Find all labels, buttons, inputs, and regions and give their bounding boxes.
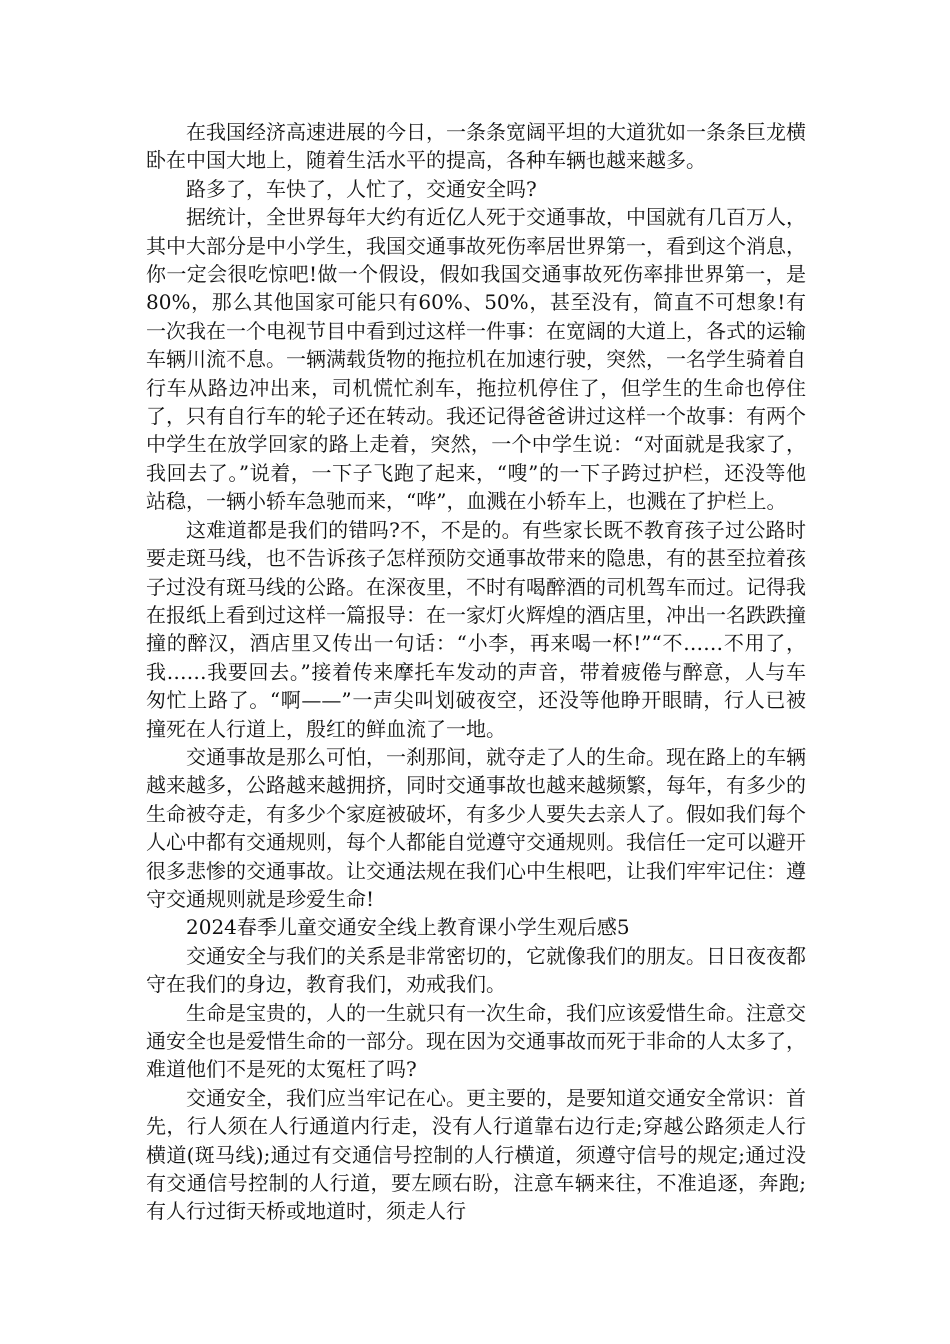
paragraph: 在我国经济高速进展的今日，一条条宽阔平坦的大道犹如一条条巨龙横卧在中国大地上，随着生活水平的提高，各种车辆也越来越多。 (146, 120, 806, 173)
section-heading: 2024春季儿童交通安全线上教育课小学生观后感5 (186, 915, 630, 940)
document-page (146, 118, 806, 1226)
paragraph: 交通安全，我们应当牢记在心。更主要的，是要知道交通安全常识：首先，行人须在人行通道内行走，没有人行道靠右边行走;穿越公路须走人行横道(斑马线);通过有交通信号控制的人行横道，须遵守信号的规定;通过没有交通信号控制的人行道，要左顾右盼，注意车辆来往，不准追逐，奔跑;有人行过街天桥或地道时，须走人行 (146, 1085, 806, 1224)
paragraph: 交通安全与我们的关系是非常密切的，它就像我们的朋友。日日夜夜都守在我们的身边，教育我们，劝戒我们。 (146, 943, 806, 997)
paragraph: 生命是宝贵的，人的一生就只有一次生命，我们应该爱惜生命。注意交通安全也是爱惜生命的一部分。现在因为交通事故而死于非命的人太多了，难道他们不是死的太冤枉了吗? (146, 1000, 806, 1082)
paragraph: 这难道都是我们的错吗?不，不是的。有些家长既不教育孩子过公路时要走斑马线，也不告诉孩子怎样预防交通事故带来的隐患，有的甚至拉着孩子过没有斑马线的公路。在深夜里，不时有喝醉酒的司机驾车而过。记得我在报纸上看到过这样一篇报导：在一家灯火辉煌的酒店里，冲出一名跌跌撞撞的醉汉，酒店里又传出一句话：“小李，再来喝一杯!”“不……不用了，我……我要回去。”接着传来摩托车发动的声音，带着疲倦与醉意，人与车匆忙上路了。“啊——”一声尖叫划破夜空，还没等他睁开眼睛，行人已被撞死在人行道上，殷红的鲜血流了一地。 (146, 517, 806, 741)
paragraph: 据统计，全世界每年大约有近亿人死于交通事故，中国就有几百万人，其中大部分是中小学生，我国交通事故死伤率居世界第一，看到这个消息，你一定会很吃惊吧!做一个假设，假如我国交通事故死伤率排世界第一，是80%，那么其他国家可能只有60%、50%，甚至没有，简直不可想象!有一次我在一个电视节目中看到过这样一件事：在宽阔的大道上，各式的运输车辆川流不息。一辆满载货物的拖拉机在加速行驶，突然，一名学生骑着自行车从路边冲出来，司机慌忙刹车，拖拉机停住了，但学生的生命也停住了，只有自行车的轮子还在转动。我还记得爸爸讲过这样一个故事：有两个中学生在放学回家的路上走着，突然，一个中学生说：“对面就是我家了，我回去了。”说着，一下子飞跑了起来，“嗖”的一下子跨过护栏，还没等他站稳，一辆小轿车急驰而来，“哗”，血溅在小轿车上，也溅在了护栏上。 (146, 205, 806, 514)
paragraph: 路多了，车快了，人忙了，交通安全吗? (186, 176, 537, 201)
paragraph: 交通事故是那么可怕，一刹那间，就夺走了人的生命。现在路上的车辆越来越多，公路越来越拥挤，同时交通事故也越来越频繁，每年，有多少的生命被夺走，有多少个家庭被破坏，有多少人要失去亲人了。假如我们每个人心中都有交通规则，每个人都能自觉遵守交通规则。我信任一定可以避开很多悲惨的交通事故。让交通法规在我们心中生根吧，让我们牢牢记住：遵守交通规则就是珍爱生命! (146, 744, 806, 911)
